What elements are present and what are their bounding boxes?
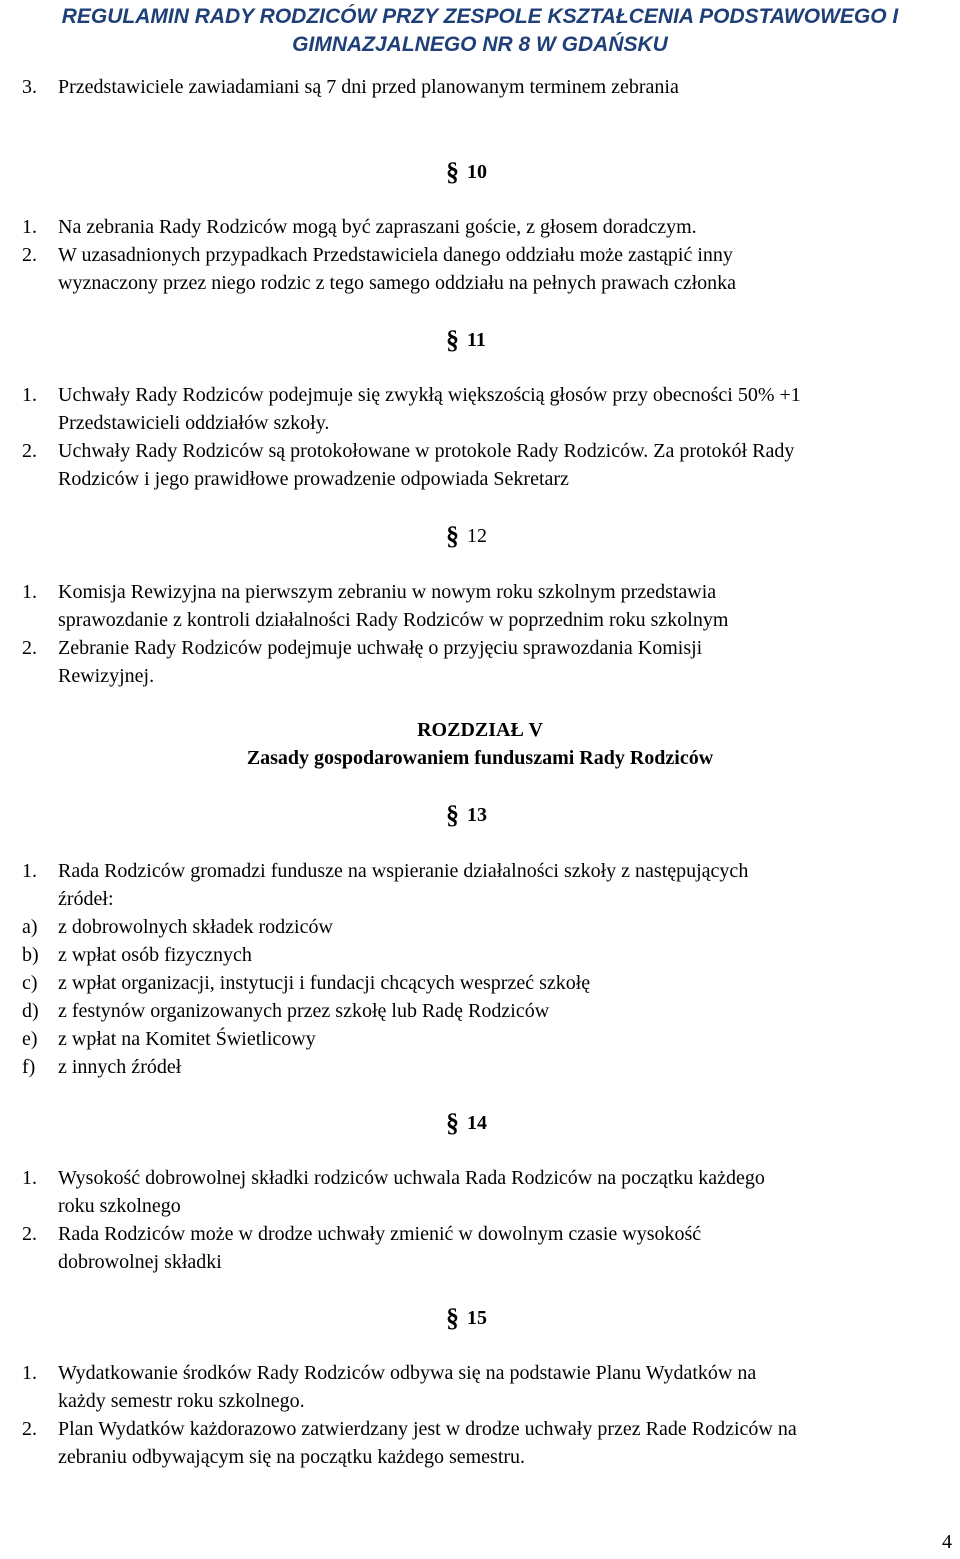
- section-symbol: §: [446, 325, 459, 354]
- chapter-subtitle: Zasady gospodarowaniem funduszami Rady Rodziców: [246, 747, 714, 769]
- item-number: 1.: [22, 581, 37, 603]
- item-text: Komisja Rewizyjna na pierwszym zebraniu w nowym roku szkolnym przedstawia: [58, 581, 717, 603]
- section-number: 13: [467, 804, 487, 826]
- section-number: 10: [467, 161, 487, 183]
- item-text: Rewizyjnej.: [58, 665, 155, 687]
- sub-item-text: z innych źródeł: [58, 1056, 182, 1078]
- section-symbol: §: [446, 521, 459, 550]
- section-heading-10: [446, 157, 487, 187]
- item-number: 1.: [22, 1167, 37, 1189]
- sub-item-letter: b): [22, 944, 39, 966]
- item-text: wyznaczony przez niego rodzic z tego samego oddziału na pełnych prawach członka: [58, 272, 737, 294]
- sub-item-letter: c): [22, 972, 38, 994]
- item-text: zebraniu odbywającym się na początku każdego semestru.: [58, 1446, 526, 1468]
- item-text: Na zebrania Rady Rodziców mogą być zapraszani goście, z głosem doradczym.: [58, 216, 697, 238]
- item-text: źródeł:: [58, 888, 114, 910]
- item-number: 2.: [22, 440, 37, 462]
- item-number: 3.: [22, 76, 37, 98]
- section-number: 14: [467, 1112, 487, 1134]
- item-text: Uchwały Rady Rodziców podejmuje się zwykłą większością głosów przy obecności 50% +1: [58, 384, 801, 406]
- item-text: Rada Rodziców gromadzi fundusze na wspieranie działalności szkoły z następujących: [58, 860, 749, 882]
- sub-item-letter: d): [22, 1000, 39, 1022]
- item-text: Uchwały Rady Rodziców są protokołowane w protokole Rady Rodziców. Za protokół Rady: [58, 440, 795, 462]
- item-text: Rodziców i jego prawidłowe prowadzenie odpowiada Sekretarz: [58, 468, 569, 490]
- item-text: Plan Wydatków każdorazowo zatwierdzany jest w drodze uchwały przez Rade Rodziców na: [58, 1418, 797, 1440]
- sub-item-letter: e): [22, 1028, 38, 1050]
- section-symbol: §: [446, 1303, 459, 1332]
- item-number: 2.: [22, 1223, 37, 1245]
- item-text: Wysokość dobrowolnej składki rodziców uchwala Rada Rodziców na początku każdego: [58, 1167, 765, 1189]
- item-text: roku szkolnego: [58, 1195, 181, 1217]
- document-header-line-1: REGULAMIN RADY RODZICÓW PRZY ZESPOLE KSZTAŁCENIA PODSTAWOWEGO I: [61, 5, 899, 28]
- sub-item-letter: a): [22, 916, 38, 938]
- sub-item-text: z festynów organizowanych przez szkołę lub Radę Rodziców: [58, 1000, 550, 1022]
- item-text: każdy semestr roku szkolnego.: [58, 1390, 305, 1412]
- section-symbol: §: [446, 1108, 459, 1137]
- item-number: 1.: [22, 384, 37, 406]
- section-number: 12: [467, 525, 487, 547]
- page-number: 4: [942, 1531, 952, 1553]
- item-number: 2.: [22, 1418, 37, 1440]
- sub-item-letter: f): [22, 1056, 36, 1078]
- item-text: Zebranie Rady Rodziców podejmuje uchwałę o przyjęciu sprawozdania Komisji: [58, 637, 703, 659]
- section-heading-13: [446, 800, 487, 830]
- item-text: W uzasadnionych przypadkach Przedstawiciela danego oddziału może zastąpić inny: [58, 244, 733, 266]
- item-text: Wydatkowanie środków Rady Rodziców odbywa się na podstawie Planu Wydatków na: [58, 1362, 757, 1384]
- item-number: 1.: [22, 860, 37, 882]
- item-text: Przedstawicieli oddziałów szkoły.: [58, 412, 330, 434]
- document-header-line-2: GIMNAZJALNEGO NR 8 W GDAŃSKU: [292, 33, 668, 56]
- section-number: 11: [467, 329, 486, 351]
- section-number: 15: [467, 1307, 487, 1329]
- item-text: sprawozdanie z kontroli działalności Rady Rodziców w poprzednim roku szkolnym: [58, 609, 729, 631]
- chapter-title: ROZDZIAŁ V: [417, 719, 543, 741]
- item-number: 2.: [22, 637, 37, 659]
- sub-item-text: z wpłat organizacji, instytucji i fundacji chcących wesprzeć szkołę: [58, 972, 591, 994]
- item-text: Przedstawiciele zawiadamiani są 7 dni przed planowanym terminem zebrania: [58, 76, 679, 98]
- item-number: 1.: [22, 1362, 37, 1384]
- sub-item-text: z dobrowolnych składek rodziców: [58, 916, 333, 938]
- item-number: 1.: [22, 216, 37, 238]
- item-text: dobrowolnej składki: [58, 1251, 222, 1273]
- sub-item-text: z wpłat na Komitet Świetlicowy: [58, 1028, 316, 1050]
- section-heading-11: [446, 325, 486, 355]
- section-heading-12: [446, 521, 487, 551]
- section-heading-14: [446, 1108, 487, 1138]
- section-symbol: §: [446, 157, 459, 186]
- section-symbol: §: [446, 800, 459, 829]
- section-heading-15: [446, 1303, 487, 1333]
- item-text: Rada Rodziców może w drodze uchwały zmienić w dowolnym czasie wysokość: [58, 1223, 702, 1245]
- sub-item-text: z wpłat osób fizycznych: [58, 944, 252, 966]
- item-number: 2.: [22, 244, 37, 266]
